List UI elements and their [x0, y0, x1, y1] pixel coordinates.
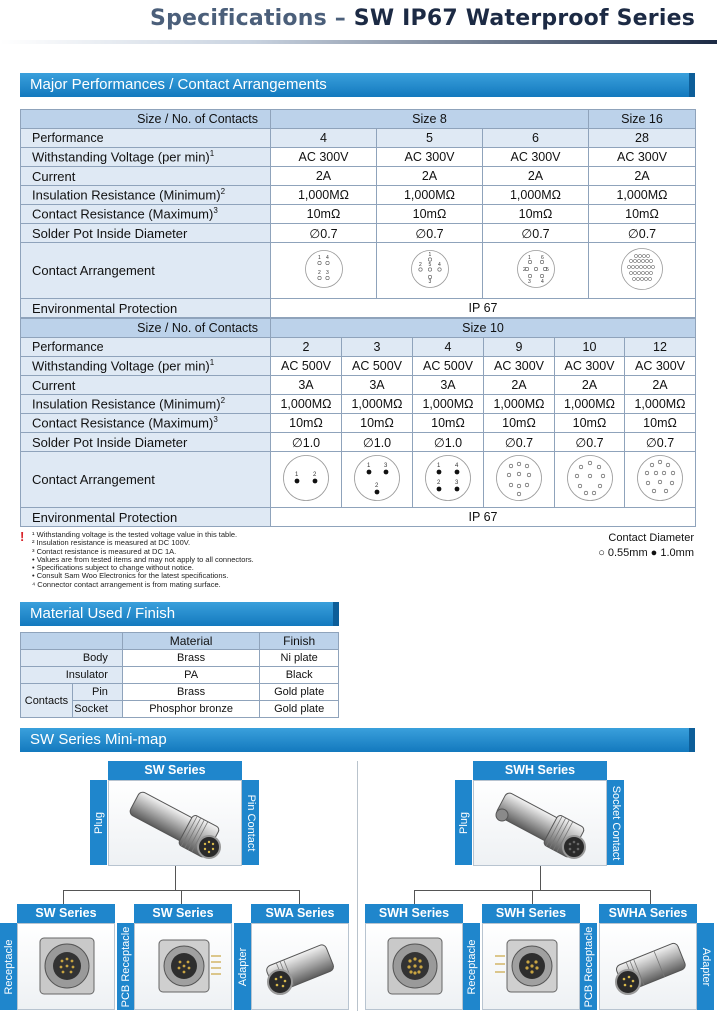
cell: 1,000MΩ: [271, 395, 342, 414]
product-tab: Adapter: [697, 923, 714, 1010]
cell: 10mΩ: [484, 414, 555, 433]
cell: 10mΩ: [377, 205, 483, 224]
cell: 10mΩ: [555, 414, 625, 433]
row-label: Environmental Protection: [21, 299, 271, 318]
svg-text:4: 4: [437, 262, 441, 268]
arrangement-9-icon: [495, 454, 543, 502]
contact-arrangement-diagram: [555, 452, 625, 508]
product-tab: Receptacle: [463, 923, 480, 1010]
cell: ∅0.7: [555, 433, 625, 452]
cell: 2A: [484, 376, 555, 395]
product-image-sw-pcb-receptacle: [134, 923, 232, 1010]
contact-count: 5: [377, 129, 483, 148]
size-contacts-label: Size / No. of Contacts: [21, 319, 271, 338]
product-image-swh-pcb-receptacle: [482, 923, 580, 1010]
cell: IP 67: [271, 508, 696, 527]
cell: 1,000MΩ: [589, 186, 696, 205]
row-label: Contact Arrangement: [21, 243, 271, 299]
cell: Ni plate: [260, 650, 339, 667]
contact-arrangement-diagram: [484, 452, 555, 508]
cell: 1,000MΩ: [484, 395, 555, 414]
product-tab: Plug: [90, 780, 107, 865]
series-title: SW Series: [108, 761, 242, 780]
series-title: SW Series: [134, 904, 232, 923]
svg-text:3: 3: [428, 279, 431, 285]
cell: AC 500V: [271, 357, 342, 376]
row-label: Contact Resistance (Maximum)$^3$: [21, 205, 271, 224]
part-label: Pin: [72, 684, 122, 701]
cell: 10mΩ: [483, 205, 589, 224]
cell: ∅0.7: [589, 224, 696, 243]
contact-count: 4: [413, 338, 484, 357]
svg-text:3: 3: [455, 480, 459, 486]
cell: 1,000MΩ: [342, 395, 413, 414]
cell: AC 500V: [342, 357, 413, 376]
material-corner: [21, 633, 123, 650]
table-row: [21, 186, 696, 205]
contact-arrangement-diagram: [342, 452, 413, 508]
product-tab: Pin Contact: [242, 780, 259, 865]
cell: 2A: [555, 376, 625, 395]
cell: 1,000MΩ: [625, 395, 696, 414]
cell: Black: [260, 667, 339, 684]
cell: 2A: [589, 167, 696, 186]
material-header: Material: [122, 633, 259, 650]
contact-arrangement-diagram: [271, 452, 342, 508]
cell: AC 300V: [555, 357, 625, 376]
material-table: [20, 632, 339, 718]
table-row: [21, 684, 339, 701]
contact-count: 9: [484, 338, 555, 357]
section-bar-material: Material Used / Finish: [20, 602, 339, 626]
contact-count: 2: [271, 338, 342, 357]
cell: Brass: [122, 684, 259, 701]
cell: AC 300V: [271, 148, 377, 167]
cell: 2A: [271, 167, 377, 186]
svg-text:1: 1: [527, 255, 531, 261]
footnote: • Specifications subject to change without notice.: [32, 563, 194, 573]
contact-count: 28: [589, 129, 696, 148]
footnote: • Values are from tested items and may not apply to all connectors.: [32, 554, 254, 564]
cell: AC 300V: [625, 357, 696, 376]
product-tab: PCB Receptacle: [117, 923, 134, 1010]
page-title: [150, 6, 695, 31]
contact-arrangement-diagram: [589, 243, 696, 299]
contact-arrangement-diagram: [483, 243, 589, 299]
tree-connector: [650, 890, 651, 904]
cell: ∅0.7: [484, 433, 555, 452]
product-image-swh-receptacle: [365, 923, 463, 1010]
tree-connector: [63, 890, 64, 904]
cell: 1,000MΩ: [483, 186, 589, 205]
table-row: [21, 243, 696, 299]
arrangement-6-icon: [516, 249, 556, 289]
row-label: Solder Pot Inside Diameter: [21, 224, 271, 243]
tree-connector: [175, 866, 176, 890]
warning-icon: !: [20, 529, 25, 544]
product-image-swh-plug: [473, 780, 607, 866]
series-title: SWA Series: [251, 904, 349, 923]
table-row: [21, 667, 339, 684]
table-row: [21, 205, 696, 224]
cell: Brass: [122, 650, 259, 667]
section-bar-minimap: SW Series Mini-map: [20, 728, 695, 752]
adapter-icon: [252, 924, 349, 1010]
svg-text:4: 4: [540, 279, 544, 285]
tree-connector: [540, 866, 541, 890]
table-row: [21, 299, 696, 318]
adapter-icon: [600, 924, 697, 1010]
pcb-receptacle-icon: [135, 924, 232, 1010]
contact-diameter-legend: [598, 531, 694, 561]
table-row: [21, 167, 696, 186]
title-main: SW IP67 Waterproof Series: [353, 6, 695, 31]
svg-text:2: 2: [522, 267, 526, 273]
contacts-label: Contacts: [21, 684, 73, 718]
connector-plug-icon: [474, 781, 607, 866]
cell: AC 300V: [483, 148, 589, 167]
table-row: [21, 650, 339, 667]
cell: 2A: [377, 167, 483, 186]
cell: 2A: [483, 167, 589, 186]
cell: AC 300V: [589, 148, 696, 167]
svg-text:1: 1: [295, 472, 299, 478]
arrangement-3-icon: [353, 454, 401, 502]
section-bar-performance: Major Performances / Contact Arrangements: [20, 73, 695, 97]
cell: 3A: [271, 376, 342, 395]
contact-count: 6: [483, 129, 589, 148]
row-label: Withstanding Voltage (per min)$^1$: [21, 357, 271, 376]
cell: Phosphor bronze: [122, 701, 259, 718]
table-row: [21, 395, 696, 414]
contact-arrangement-diagram: [625, 452, 696, 508]
row-label: Environmental Protection: [21, 508, 271, 527]
series-title: SWH Series: [482, 904, 580, 923]
part-label: Socket: [72, 701, 122, 718]
contact-arrangement-diagram: [271, 243, 377, 299]
svg-text:5: 5: [428, 262, 431, 268]
performance-table-size10: [20, 318, 696, 527]
cell: IP 67: [271, 299, 696, 318]
finish-header: Finish: [260, 633, 339, 650]
series-title: SWH Series: [473, 761, 607, 780]
row-label: Contact Resistance (Maximum)$^3$: [21, 414, 271, 433]
svg-text:1: 1: [317, 255, 321, 261]
row-label: Contact Arrangement: [21, 452, 271, 508]
row-label: Insulation Resistance (Minimum)$^2$: [21, 186, 271, 205]
product-tab: PCB Receptacle: [580, 923, 597, 1010]
row-label: Solder Pot Inside Diameter: [21, 433, 271, 452]
cell: ∅1.0: [271, 433, 342, 452]
contact-count: 10: [555, 338, 625, 357]
cell: AC 300V: [377, 148, 483, 167]
cell: 10mΩ: [342, 414, 413, 433]
svg-text:3: 3: [384, 463, 388, 469]
performance-table-size8-16: [20, 109, 696, 318]
part-label: Insulator: [21, 667, 123, 684]
svg-text:4: 4: [325, 255, 329, 261]
svg-text:5: 5: [545, 267, 549, 273]
product-image-sw-plug: [108, 780, 242, 866]
contact-count: 4: [271, 129, 377, 148]
size-group-header: Size 10: [271, 319, 696, 338]
arrangement-12-icon: [636, 454, 684, 502]
cell: 3A: [342, 376, 413, 395]
table-row: [21, 376, 696, 395]
arrangement-2-icon: [282, 454, 330, 502]
pcb-receptacle-icon: [483, 924, 580, 1010]
cell: ∅0.7: [271, 224, 377, 243]
size-group-header: Size 8: [271, 110, 589, 129]
tree-connector: [181, 890, 182, 904]
footnotes: [20, 531, 254, 589]
svg-text:2: 2: [418, 262, 422, 268]
cell: 1,000MΩ: [555, 395, 625, 414]
svg-text:3: 3: [527, 279, 531, 285]
series-title: SWHA Series: [599, 904, 697, 923]
title-prefix: Specifications –: [150, 6, 354, 31]
table-row: [21, 224, 696, 243]
cell: 1,000MΩ: [271, 186, 377, 205]
row-label: Insulation Resistance (Minimum)$^2$: [21, 395, 271, 414]
arrangement-10-icon: [566, 454, 614, 502]
cell: 2A: [625, 376, 696, 395]
size-group-header: Size 16: [589, 110, 696, 129]
cell: AC 500V: [413, 357, 484, 376]
performance-label: Performance: [21, 338, 271, 357]
cell: ∅0.7: [377, 224, 483, 243]
svg-text:4: 4: [455, 463, 459, 469]
tree-connector: [299, 890, 300, 904]
arrangement-4b-icon: [424, 454, 472, 502]
svg-text:2: 2: [375, 483, 379, 489]
contact-diameter-title: Contact Diameter: [608, 532, 694, 544]
arrangement-5-icon: [410, 249, 450, 289]
contact-count: 12: [625, 338, 696, 357]
cell: ∅0.7: [625, 433, 696, 452]
svg-text:2: 2: [317, 270, 321, 276]
series-title: SWH Series: [365, 904, 463, 923]
svg-text:3: 3: [325, 270, 329, 276]
contact-count: 3: [342, 338, 413, 357]
cell: Gold plate: [260, 701, 339, 718]
minimap-divider: [357, 761, 358, 1011]
cell: 10mΩ: [413, 414, 484, 433]
cell: 10mΩ: [271, 414, 342, 433]
footnote: ² Insulation resistance is measured at DC 100V.: [32, 538, 191, 548]
product-tab: Adapter: [234, 923, 251, 1010]
cell: ∅0.7: [483, 224, 589, 243]
svg-text:2: 2: [313, 472, 317, 478]
receptacle-icon: [18, 924, 115, 1010]
svg-text:1: 1: [437, 463, 441, 469]
cell: 1,000MΩ: [377, 186, 483, 205]
performance-label: Performance: [21, 129, 271, 148]
table-row: [21, 452, 696, 508]
table-row: [21, 414, 696, 433]
row-label: Withstanding Voltage (per min)$^1$: [21, 148, 271, 167]
cell: 3A: [413, 376, 484, 395]
svg-text:1: 1: [367, 463, 371, 469]
cell: AC 300V: [484, 357, 555, 376]
footnote: • Consult Sam Woo Electronics for the latest specifications.: [32, 571, 229, 581]
cell: PA: [122, 667, 259, 684]
contact-arrangement-diagram: [377, 243, 483, 299]
size-contacts-label: Size / No. of Contacts: [21, 110, 271, 129]
cell: ∅1.0: [413, 433, 484, 452]
arrangement-4-icon: [304, 249, 344, 289]
footnote: ³ Contact resistance is measured at DC 1A.: [32, 546, 177, 556]
header-rule: [0, 40, 717, 44]
page-header: [0, 0, 717, 44]
cell: Gold plate: [260, 684, 339, 701]
svg-text:2: 2: [437, 480, 441, 486]
contact-arrangement-diagram: [413, 452, 484, 508]
cell: 10mΩ: [271, 205, 377, 224]
row-label: Current: [21, 167, 271, 186]
svg-text:1: 1: [428, 252, 431, 258]
product-image-swha-adapter: [599, 923, 697, 1010]
footnote: ⁴ Connector contact arrangement is from mating surface.: [32, 579, 221, 589]
table-row: [21, 508, 696, 527]
product-tab: Socket Contact: [607, 780, 624, 865]
connector-plug-icon: [109, 781, 242, 866]
receptacle-icon: [366, 924, 463, 1010]
arrangement-28-icon: [620, 247, 664, 291]
contact-diameter-values: ○ 0.55mm ● 1.0mm: [598, 547, 694, 559]
tree-connector: [414, 890, 415, 904]
tree-connector: [532, 890, 533, 904]
row-label: Current: [21, 376, 271, 395]
svg-text:6: 6: [540, 255, 544, 261]
cell: 1,000MΩ: [413, 395, 484, 414]
product-image-swa-adapter: [251, 923, 349, 1010]
table-row: [21, 357, 696, 376]
cell: 10mΩ: [589, 205, 696, 224]
cell: 10mΩ: [625, 414, 696, 433]
table-row: [21, 433, 696, 452]
cell: ∅1.0: [342, 433, 413, 452]
series-title: SW Series: [17, 904, 115, 923]
product-image-sw-receptacle: [17, 923, 115, 1010]
footnote: ¹ Withstanding voltage is the tested voltage value in this table.: [32, 530, 238, 539]
product-tab: Receptacle: [0, 923, 17, 1010]
product-tab: Plug: [455, 780, 472, 865]
table-row: [21, 148, 696, 167]
part-label: Body: [21, 650, 123, 667]
